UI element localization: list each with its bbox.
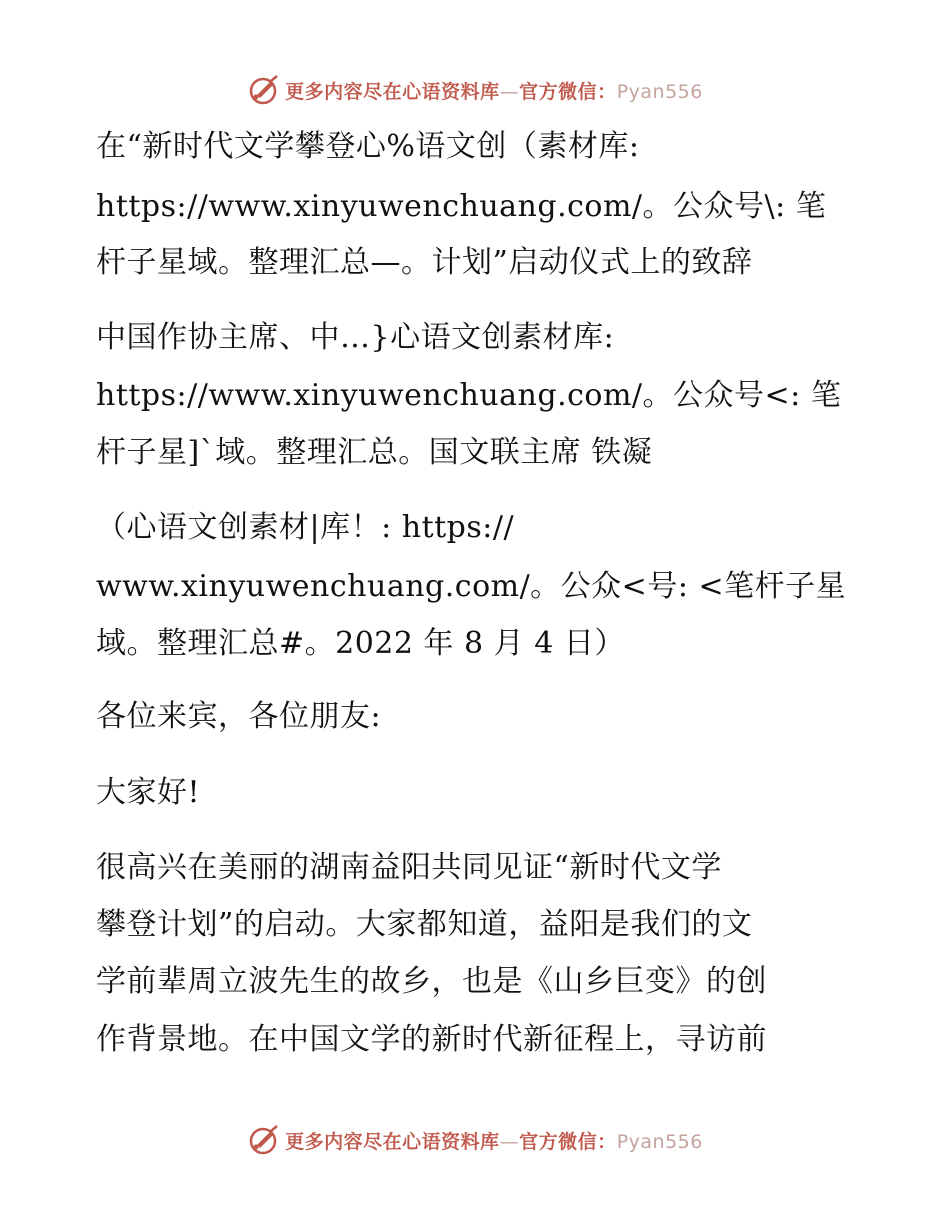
text-line: 学前辈周立波先生的故乡，也是《山乡巨变》的创 [96,964,767,999]
text-line: www.xinyuwenchuang.com/。公众<号: <笔杆子星 [96,569,847,604]
text-line: 在“新时代文学攀登心%语文创（素材库: [96,129,640,164]
watermark-sub: 官方微信： [519,1130,617,1153]
text-line: 作背景地。在中国文学的新时代新征程上，寻访前 [96,1022,767,1057]
watermark-sub: 官方微信： [519,80,617,103]
watermark-main: 更多内容尽在心语资料库 [285,1130,500,1153]
watermark-main: 更多内容尽在心语资料库 [285,80,500,103]
header-watermark-banner [0,70,950,110]
text-line: 杆子星域。整理汇总—。计划”启动仪式上的致辞 [96,245,753,280]
watermark-id: Pyan556 [616,80,703,103]
text-line: https://www.xinyuwenchuang.com/。公众号\: 笔 [96,189,827,224]
text-line: 很高兴在美丽的湖南益阳共同见证“新时代文学 [96,850,722,885]
watermark-text [285,77,703,104]
text-line: 大家好! [96,775,201,810]
text-line: 域。整理汇总#。2022 年 8 月 4 日） [96,626,625,661]
text-line: https://www.xinyuwenchuang.com/。公众号<: 笔 [96,378,842,413]
watermark-id: Pyan556 [616,1130,703,1153]
text-line: 中国作协主席、中…}心语文创素材库: [96,320,615,355]
text-line: 杆子星]`域。整理汇总。国文联主席 铁凝 [96,435,653,470]
text-line: （心语文创素材|库！: https:// [96,510,515,545]
watermark-dash: — [499,80,520,103]
text-line: 攀登计划”的启动。大家都知道，益阳是我们的文 [96,907,753,942]
pen-logo-icon [247,1123,281,1157]
text-line: 各位来宾，各位朋友: [96,699,382,734]
watermark-dash: — [499,1130,520,1153]
pen-logo-icon [247,73,281,107]
footer-watermark-banner [0,1120,950,1160]
watermark-text [285,1127,703,1154]
